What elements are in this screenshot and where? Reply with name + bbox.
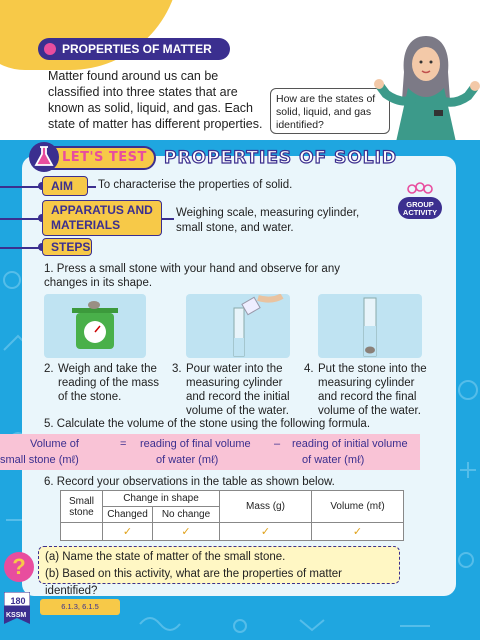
step-4: [304, 362, 436, 418]
step-3-text: Pour water into the measuring cylinder and record the initial volume of the water.: [186, 363, 290, 417]
formula-term2-line2: of water (mℓ): [302, 454, 365, 466]
formula-term1-line2: of water (mℓ): [156, 454, 219, 466]
step-2-text: Weigh and take the reading of the mass of the stone.: [58, 363, 160, 403]
apparatus-label-line1: APPARATUS AND: [51, 203, 153, 217]
no-change-header: No change: [153, 507, 220, 523]
row-label-cell: [61, 491, 103, 523]
table-row: [61, 523, 404, 541]
group-activity-line1: GROUP: [406, 200, 434, 209]
step-2: [44, 362, 164, 404]
apparatus-label-line2: MATERIALS: [51, 218, 121, 232]
row-label-line2: stone: [69, 506, 94, 518]
group-activity-line2: ACTIVITY: [402, 208, 438, 217]
stone-in-cylinder-image: [318, 294, 422, 358]
page-number: 180: [10, 596, 26, 606]
connector-line: [88, 186, 96, 188]
row-label-line1: Small: [68, 495, 94, 507]
volume-formula: [0, 434, 420, 470]
step-4-number: 4.: [304, 363, 314, 375]
pouring-water-image: [186, 294, 290, 358]
change-in-shape-header: Change in shape: [103, 491, 220, 507]
connector-line: [0, 186, 42, 188]
step-2-number: 2.: [44, 363, 54, 375]
step-6: 6. Record your observations in the table as shown below.: [44, 476, 335, 488]
section-header: [38, 38, 230, 60]
intro-paragraph: Matter found around us can be classified into three states that are known as solid, liquid, and gas. Each state of matter has different properties.: [48, 69, 263, 131]
weighing-scale-icon: [44, 294, 146, 358]
group-activity-icon: [396, 180, 444, 222]
aim-label: AIM: [42, 176, 88, 196]
formula-term2-line1: reading of initial volume: [292, 438, 408, 450]
observation-table: [60, 490, 404, 541]
step-4-text: Put the stone into the measuring cylinder and record the final volume of the water.: [318, 363, 427, 417]
tick-mark: ✓: [103, 523, 153, 541]
activity-title: PROPERTIES OF SOLID: [164, 148, 398, 168]
bullet-icon: [44, 43, 56, 55]
flask-icon: [28, 140, 60, 174]
tick-mark: ✓: [220, 523, 312, 541]
weighing-scale-image: [44, 294, 146, 358]
kssm-logo: KSSM: [6, 612, 27, 619]
question-a: (a) Name the state of matter of the small stone.: [45, 551, 286, 563]
connector-line: [0, 218, 42, 220]
step-3-number: 3.: [172, 363, 182, 375]
mass-header: Mass (g): [220, 491, 312, 523]
steps-label: STEPS: [42, 238, 92, 256]
step-3: [172, 362, 296, 418]
apparatus-text: Weighing scale, measuring cylinder, small stone, and water.: [176, 207, 360, 234]
step-5: 5. Calculate the volume of the stone using the following formula.: [44, 418, 371, 430]
formula-lhs-line2: small stone (mℓ): [0, 454, 79, 466]
formula-lhs-line1: Volume of: [30, 438, 79, 450]
measuring-cylinder-pour-icon: [186, 294, 290, 358]
step-1: [44, 262, 384, 290]
question-icon: ?: [4, 552, 34, 582]
table-row: [61, 491, 404, 507]
tick-mark: ✓: [312, 523, 404, 541]
blank-cell: [61, 523, 103, 541]
connector-line: [162, 218, 174, 220]
section-header-title: PROPERTIES OF MATTER: [62, 42, 212, 56]
lets-test-label: LET'S TEST: [62, 150, 147, 165]
step-1-number: 1.: [44, 263, 54, 275]
apparatus-label: [42, 200, 162, 236]
volume-header: Volume (mℓ): [312, 491, 404, 523]
speech-bubble: How are the states of solid, liquid, and gas identified?: [270, 88, 390, 134]
question-box: [38, 546, 400, 597]
standard-reference: 6.1.3, 6.1.5: [40, 599, 120, 615]
connector-line: [0, 247, 42, 249]
teacher-illustration-icon: [372, 14, 480, 142]
measuring-cylinder-stone-icon: [318, 294, 422, 358]
formula-term1-line1: reading of final volume: [140, 438, 251, 450]
formula-minus: –: [274, 438, 281, 450]
tick-mark: ✓: [153, 523, 220, 541]
formula-equals: =: [120, 438, 127, 450]
question-b: (b) Based on this activity, what are the properties of matter identified?: [45, 568, 343, 597]
step-1-text: Press a small stone with your hand and observe for any changes in its shape.: [44, 263, 340, 289]
changed-header: Changed: [103, 507, 153, 523]
aim-text: To characterise the properties of solid.: [98, 179, 293, 191]
